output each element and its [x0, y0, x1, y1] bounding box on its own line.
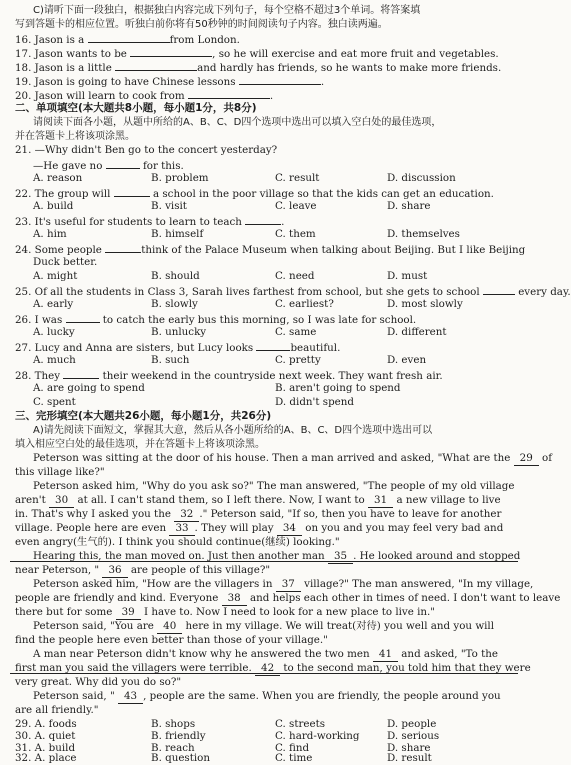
- option-22-c[interactable]: C. leave: [275, 200, 317, 212]
- listening-item-17: 17. Jason wants to be , so he will exercise and eat more fruit and vegetables.: [15, 48, 499, 60]
- option-27-a[interactable]: A. much: [33, 354, 76, 366]
- blank-37: 37: [276, 578, 301, 592]
- blank-34: 34: [277, 522, 302, 536]
- passage-line: this village like?": [15, 466, 105, 478]
- question-23: 23. It's useful for students to learn to teach .: [15, 216, 285, 228]
- answer-blank-18: [115, 60, 197, 71]
- passage-line: find the people here even better than those of your village.": [15, 634, 328, 646]
- question-25: 25. Of all the students in Class 3, Sarah lives farthest from school, but she gets to school every day.: [15, 286, 571, 298]
- question-21: 21. —Why didn't Ben go to the concert yesterday?: [15, 144, 278, 156]
- option-32-a[interactable]: 32. A. place: [15, 752, 77, 764]
- option-24-a[interactable]: A. might: [33, 270, 78, 282]
- question-24-continuation: Duck better.: [33, 256, 98, 268]
- option-22-b[interactable]: B. visit: [151, 200, 187, 212]
- section-3-instruction-1: A)请先阅读下面短文，掌握其大意，然后从各小题所给的A、B、C、D四个选项中选出可以: [33, 425, 433, 436]
- option-32-b[interactable]: B. question: [151, 752, 210, 764]
- option-32-c[interactable]: C. time: [275, 752, 313, 764]
- option-28-c[interactable]: C. spent: [33, 396, 76, 408]
- answer-blank-19: [239, 74, 321, 85]
- option-26-c[interactable]: C. same: [275, 326, 317, 338]
- blank-30: 30: [49, 494, 74, 508]
- blank-33: 33: [169, 522, 194, 536]
- listening-item-18: 18. Jason is a little and hardly has friends, so he wants to make more friends.: [15, 62, 502, 74]
- question-28: 28. They their weekend in the countryside next week. They want fresh air.: [15, 370, 443, 382]
- passage-line: village. People here are even 33 . They will play 34 on you and you may feel very bad and: [15, 522, 504, 534]
- option-26-d[interactable]: D. different: [387, 326, 447, 338]
- option-21-c[interactable]: C. result: [275, 172, 320, 184]
- passage-line: Peterson asked him, "Why do you ask so?" The man answered, "The people of my old village: [33, 480, 515, 492]
- option-25-d[interactable]: D. most slowly: [387, 298, 463, 310]
- blank-40: 40: [157, 620, 182, 634]
- option-23-b[interactable]: B. himself: [151, 228, 204, 240]
- blank-32: 32: [174, 508, 199, 522]
- option-28-d[interactable]: D. didn't spend: [275, 396, 354, 408]
- option-31-c[interactable]: C. find: [275, 742, 310, 754]
- answer-blank-17: [130, 46, 212, 57]
- option-30-c[interactable]: C. hard-working: [275, 730, 360, 742]
- option-24-b[interactable]: B. should: [151, 270, 200, 282]
- option-25-c[interactable]: C. earliest?: [275, 298, 334, 310]
- passage-line: Peterson said, " 43 , people are the same. When you are friendly, the people around you: [33, 690, 501, 702]
- option-29-c[interactable]: C. streets: [275, 718, 326, 730]
- listening-item-19: 19. Jason is going to have Chinese lessons .: [15, 76, 325, 88]
- answer-blank-20: [188, 88, 270, 99]
- answer-blank-16: [88, 32, 170, 43]
- divider-line: [10, 673, 518, 674]
- passage-line: A man near Peterson didn't know why he answered the two men 41 and asked, "To the: [33, 648, 498, 660]
- question-24: 24. Some people think of the Palace Museum when talking about Beijing. But I like Beijing: [15, 244, 526, 256]
- blank-31: 31: [368, 494, 393, 508]
- passage-line: Hearing this, the man moved on. Just then another man 35 . He looked around and stopped: [33, 550, 521, 562]
- passage-line: Peterson was sitting at the door of his house. Then a man arrived and asked, "What are the 29 of: [33, 452, 553, 464]
- question-27-blank: [256, 340, 290, 351]
- listening-item-20: 20. Jason will learn to cook from .: [15, 90, 274, 102]
- question-26: 26. I was to catch the early bus this morning, so I was late for school.: [15, 314, 417, 326]
- section-3-instruction-2: 填入相应空白处的最佳选项，并在答题卡上将该项涂黑。: [15, 439, 265, 450]
- question-21-answer-line: —He gave no for this.: [33, 160, 184, 172]
- option-25-a[interactable]: A. early: [33, 298, 74, 310]
- option-28-a[interactable]: A. are going to spend: [33, 382, 145, 394]
- cloze-options-32: [15, 752, 520, 764]
- question-25-blank: [483, 284, 515, 295]
- option-22-a[interactable]: A. build: [33, 200, 74, 212]
- listening-instruction-line-2: 写到答题卡的相应位置。听独白前你将有50秒钟的时间阅读句子内容。独白读两遍。: [15, 19, 388, 30]
- question-28-options-cd: [33, 396, 520, 409]
- passage-line: very great. Why did you do so?": [15, 676, 182, 688]
- option-28-b[interactable]: B. aren't going to spend: [275, 382, 401, 394]
- section-2-title: 二、单项填空(本大题共8小题，每小题1分，共8分): [15, 102, 257, 114]
- question-24-options: [33, 270, 520, 283]
- passage-line: even angry(生气的). I think you should continue(继续) looking.": [15, 536, 340, 548]
- divider-line: [10, 561, 518, 562]
- option-24-c[interactable]: C. need: [275, 270, 315, 282]
- option-24-d[interactable]: D. must: [387, 270, 428, 282]
- option-31-a[interactable]: 31. A. build: [15, 742, 76, 754]
- option-27-b[interactable]: B. such: [151, 354, 190, 366]
- question-28-blank: [63, 368, 99, 379]
- question-23-options: [33, 228, 520, 241]
- option-31-b[interactable]: B. reach: [151, 742, 195, 754]
- blank-38: 38: [222, 592, 247, 606]
- question-28-options-ab: [33, 382, 520, 395]
- option-23-c[interactable]: C. them: [275, 228, 316, 240]
- option-21-d[interactable]: D. discussion: [387, 172, 456, 184]
- blank-35: 35: [328, 550, 353, 564]
- option-21-a[interactable]: A. reason: [33, 172, 83, 184]
- option-30-a[interactable]: 30. A. quiet: [15, 730, 76, 742]
- option-27-d[interactable]: D. even: [387, 354, 427, 366]
- section-2-instruction-1: 请阅读下面各小题，从题中所给的A、B、C、D四个选项中选出可以填入空白处的最佳选项，: [33, 117, 442, 128]
- passage-line: aren't 30 at all. I can't stand them, so I left there. Now, I want to 31 a new village to live: [15, 494, 501, 506]
- question-23-blank: [245, 214, 281, 225]
- option-30-b[interactable]: B. friendly: [151, 730, 206, 742]
- option-21-b[interactable]: B. problem: [151, 172, 209, 184]
- section-3-title: 三、完形填空(本大题共26小题，每小题1分，共26分): [15, 410, 272, 422]
- blank-36: 36: [102, 564, 127, 578]
- option-27-c[interactable]: C. pretty: [275, 354, 321, 366]
- blank-41: 41: [373, 648, 398, 662]
- passage-line: first man you said the villagers were terrible. 42 to the second man, you told him that they were: [15, 662, 531, 674]
- passage-line: near Peterson, " 36 are people of this village?": [15, 564, 271, 576]
- option-32-d[interactable]: D. result: [387, 752, 432, 764]
- passage-line: are all friendly.": [15, 704, 99, 716]
- question-22-options: [33, 200, 520, 213]
- question-27: 27. Lucy and Anna are sisters, but Lucy looks beautiful.: [15, 342, 341, 354]
- question-25-options: [33, 298, 520, 311]
- option-30-d[interactable]: D. serious: [387, 730, 440, 742]
- passage-line: Peterson asked him, "How are the villagers in 37 village?" The man answered, "In my village,: [33, 578, 534, 590]
- listening-item-16: 16. Jason is a from London.: [15, 34, 240, 46]
- option-26-a[interactable]: A. lucky: [33, 326, 75, 338]
- blank-42: 42: [255, 662, 280, 676]
- blank-29: 29: [514, 452, 539, 466]
- question-24-blank: [105, 242, 141, 253]
- option-25-b[interactable]: B. slowly: [151, 298, 198, 310]
- blank-43: 43: [118, 690, 143, 704]
- passage-line: people are friendly and kind. Everyone 38 and helps each other in times of need. I don't want to leave: [15, 592, 561, 604]
- option-23-a[interactable]: A. him: [33, 228, 67, 240]
- listening-instruction-line-1: C)请听下面一段独白，根据独白内容完成下列句子，每个空格不超过3个单词。将答案填: [33, 5, 421, 16]
- option-29-b[interactable]: B. shops: [151, 718, 196, 730]
- question-21-blank: [106, 158, 140, 169]
- passage-line: Peterson said, "You are 40 here in my village. We will treat(对待) you well and you will: [33, 620, 495, 632]
- option-29-a[interactable]: 29. A. foods: [15, 718, 77, 730]
- question-27-options: [33, 354, 520, 367]
- option-26-b[interactable]: B. unlucky: [151, 326, 207, 338]
- question-22: 22. The group will a school in the poor village so that the kids can get an education.: [15, 188, 494, 200]
- blank-39: 39: [116, 606, 141, 620]
- option-31-d[interactable]: D. share: [387, 742, 431, 754]
- passage-line: in. That's why I asked you the 32 ." Peterson said, "If so, then you have to leave for another: [15, 508, 502, 520]
- question-21-options: [33, 172, 520, 185]
- option-23-d[interactable]: D. themselves: [387, 228, 460, 240]
- question-22-blank: [114, 186, 150, 197]
- option-29-d[interactable]: D. people: [387, 718, 437, 730]
- question-26-options: [33, 326, 520, 339]
- passage-line: there but for some 39 I have to. Now I need to look for a new place to live in.": [15, 606, 436, 618]
- option-22-d[interactable]: D. share: [387, 200, 431, 212]
- section-2-instruction-2: 并在答题卡上将该项涂黑。: [15, 131, 135, 142]
- question-26-blank: [66, 312, 100, 323]
